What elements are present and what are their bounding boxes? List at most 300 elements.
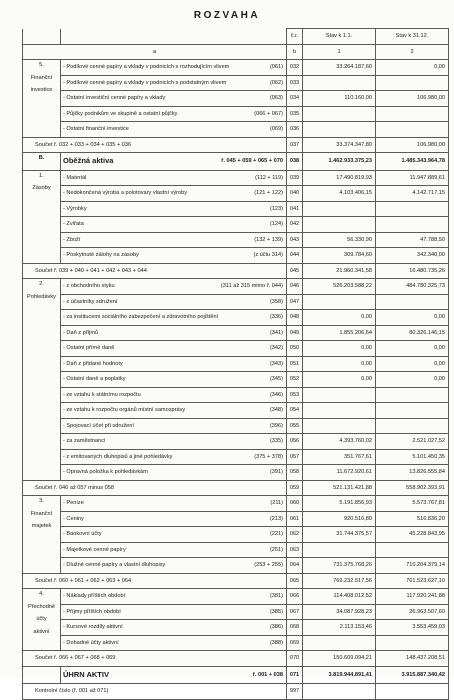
table-row — [23, 418, 449, 434]
row-code: 053 — [287, 387, 303, 403]
value-start: 309.784,60 — [303, 248, 376, 264]
row-formula: (346) — [269, 391, 283, 398]
table-row — [23, 75, 449, 91]
value-start: 11.672.920,61 — [303, 465, 376, 481]
table-row — [23, 201, 449, 217]
table-row — [23, 651, 449, 667]
row-code: 054 — [287, 403, 303, 419]
row-code: 039 — [287, 170, 303, 186]
row-formula: (061) — [269, 64, 283, 70]
row-code: 069 — [287, 635, 303, 651]
value-end — [376, 122, 449, 138]
row-label-cell — [61, 542, 287, 558]
row-label-cell — [61, 589, 287, 605]
value-start: 33.374.347,80 — [303, 137, 376, 153]
value-end: 13.826.555,84 — [376, 465, 449, 481]
value-end: 342.340,00 — [376, 248, 449, 264]
row-label: Součet ř. 060 + 061 + 062 + 063 + 064 — [35, 577, 132, 584]
row-label: - Spojovací účet při sdružení — [63, 422, 134, 429]
row-code: 042 — [287, 217, 303, 233]
row-code: 046 — [287, 279, 303, 295]
value-end: 148.437.208,51 — [376, 651, 449, 667]
row-formula: (358) — [269, 298, 283, 305]
value-start: 1.855.206,64 — [303, 325, 376, 341]
row-formula: (343) — [269, 360, 283, 367]
row-label-cell — [61, 232, 287, 248]
row-formula: (396) — [269, 422, 283, 429]
table-row — [23, 372, 449, 388]
row-code: 044 — [287, 248, 303, 264]
balance-sheet-table — [22, 28, 449, 700]
value-end — [376, 635, 449, 651]
value-end — [376, 75, 449, 91]
value-start — [303, 217, 376, 233]
row-label-cell — [23, 137, 287, 153]
row-label: - ze vztahu k rozpočtu orgánů místní samosprávy — [63, 407, 186, 413]
row-formula: (121 + 122) — [254, 190, 283, 196]
row-formula: (342) — [269, 345, 283, 351]
row-label: Kontrolní číslo (ř. 001 až 071) — [35, 688, 109, 694]
value-end — [376, 106, 449, 122]
value-start: 5.191.856,93 — [303, 496, 376, 512]
value-end: 0,00 — [376, 60, 449, 76]
value-start: 150.609.094,21 — [303, 651, 376, 667]
value-start — [303, 403, 376, 419]
row-label-cell — [61, 620, 287, 636]
row-label: - Daň z přidané hodnoty — [63, 360, 123, 367]
row-label-cell — [61, 434, 287, 450]
row-formula: (335) — [269, 438, 283, 444]
row-formula: (381) — [269, 593, 283, 599]
row-code: 056 — [287, 434, 303, 450]
row-label-cell — [61, 75, 287, 91]
row-label-cell — [61, 496, 287, 512]
row-label: Součet ř. 032 + 033 + 034 + 035 + 036 — [35, 141, 132, 148]
table-row — [23, 620, 449, 636]
row-label: - Náklady příštích období — [63, 593, 126, 599]
row-label-cell — [23, 573, 287, 589]
row-formula: ř. 001 + 038 — [252, 671, 283, 678]
value-end: 0,00 — [376, 310, 449, 326]
row-label: - Dohadné účty aktivní — [63, 639, 119, 646]
value-end: 0,00 — [376, 341, 449, 357]
row-formula: (221) — [269, 531, 283, 537]
row-label: - Ostatní daně a poplatky — [63, 376, 126, 382]
row-label: - z účastníky sdružení — [63, 298, 118, 305]
value-end: 117.920.241,88 — [376, 589, 449, 605]
row-label-cell — [61, 248, 287, 264]
row-code: 066 — [287, 589, 303, 605]
row-label: - Poskytnuté zálohy na zásoby — [63, 252, 139, 258]
value-end: 26.963.507,60 — [376, 604, 449, 620]
row-label-cell — [61, 217, 287, 233]
row-formula: (341) — [269, 329, 283, 336]
row-code: 064 — [287, 558, 303, 574]
value-start: 920.516,80 — [303, 511, 376, 527]
value-end: 45.228.843,95 — [376, 527, 449, 543]
value-start — [303, 418, 376, 434]
section-label-line: majetek — [31, 523, 52, 529]
value-end — [376, 387, 449, 403]
row-label: - z obchodního styku — [63, 283, 115, 289]
table-row — [23, 635, 449, 651]
header-row-2 — [23, 44, 449, 60]
row-formula: (336) — [269, 314, 283, 320]
section-label — [23, 589, 61, 651]
row-label: Oběžná aktiva — [63, 156, 114, 165]
row-label: - Zboží — [63, 236, 81, 243]
value-start: 0,00 — [303, 372, 376, 388]
row-formula: (375 + 378) — [254, 453, 283, 460]
row-code: 061 — [287, 511, 303, 527]
value-start: 1.462.933.375,23 — [303, 153, 376, 171]
value-end: 4.142.717,15 — [376, 186, 449, 202]
row-code: 040 — [287, 186, 303, 202]
value-end — [376, 684, 449, 700]
table-row — [23, 217, 449, 233]
value-start: 110.160,00 — [303, 91, 376, 107]
row-label-cell — [61, 465, 287, 481]
row-label-cell — [61, 325, 287, 341]
row-label-cell — [23, 651, 287, 667]
row-formula: ř. 045 + 059 + 065 + 070 — [221, 158, 283, 164]
value-end: 0,00 — [376, 372, 449, 388]
row-label-cell — [61, 356, 287, 372]
section-label — [23, 496, 61, 574]
table-row — [23, 91, 449, 107]
row-formula: (251) — [269, 546, 283, 553]
table-row — [23, 684, 449, 700]
row-label-cell — [61, 558, 287, 574]
row-code: 036 — [287, 122, 303, 138]
value-start: 34.087.928,23 — [303, 604, 376, 620]
table-row — [23, 573, 449, 589]
table-row — [23, 511, 449, 527]
row-code: 048 — [287, 310, 303, 326]
value-start — [303, 294, 376, 310]
section-label-line: Pohledávky — [27, 293, 56, 300]
section-label-line: 1. — [39, 172, 44, 179]
row-code: 060 — [287, 496, 303, 512]
row-label-cell — [61, 279, 287, 295]
table-row — [23, 403, 449, 419]
row-formula: (386) — [269, 624, 283, 630]
row-code: 035 — [287, 106, 303, 122]
table-row — [23, 527, 449, 543]
table-row — [23, 542, 449, 558]
row-label-cell — [61, 341, 287, 357]
table-row — [23, 496, 449, 512]
table-row — [23, 60, 449, 76]
row-code: 041 — [287, 201, 303, 217]
table-row — [23, 449, 449, 465]
row-label: - Materiál — [63, 174, 87, 181]
value-end: 484.780.325,73 — [376, 279, 449, 295]
table-row — [23, 310, 449, 326]
row-label: - za zaměstnanci — [63, 438, 106, 444]
row-label-cell — [61, 418, 287, 434]
section-label-line: Finanční — [30, 74, 53, 81]
row-code: 062 — [287, 527, 303, 543]
row-label: ÚHRN AKTIV — [63, 669, 109, 679]
value-end: 5.101.450,35 — [376, 449, 449, 465]
row-label-cell — [23, 480, 287, 496]
row-code: 068 — [287, 620, 303, 636]
row-label-cell — [61, 60, 287, 76]
section-label-line: 4. — [39, 591, 44, 597]
header-col1: Stav k 1.1. — [303, 29, 376, 45]
row-code: 059 — [287, 480, 303, 496]
value-start: 2.113.153,46 — [303, 620, 376, 636]
table-row — [23, 232, 449, 248]
row-code: 058 — [287, 465, 303, 481]
row-label-cell — [23, 263, 287, 279]
row-label-cell — [61, 635, 287, 651]
row-label-cell — [61, 170, 287, 186]
value-end — [376, 294, 449, 310]
value-end: 761.523.627,10 — [376, 573, 449, 589]
row-label-cell — [61, 294, 287, 310]
row-code: 050 — [287, 341, 303, 357]
value-start — [303, 75, 376, 91]
row-label: - Nedokončená výroba a polotovary vlastní výroby — [63, 190, 188, 196]
value-start: 114.408.012,52 — [303, 589, 376, 605]
row-code: 045 — [287, 263, 303, 279]
row-formula: (311 až 315 mimo ř. 044) — [220, 283, 283, 289]
row-formula: (388) — [269, 639, 283, 646]
row-label: - Podílové cenné papíry a vklady v podnicích s podstatným vlivem — [63, 79, 227, 86]
value-start: 31.744.375,57 — [303, 527, 376, 543]
value-end — [376, 542, 449, 558]
row-label-cell — [61, 372, 287, 388]
page-title: ROZVAHA — [193, 10, 261, 21]
section-label-line: Finanční — [30, 510, 53, 517]
row-code: 051 — [287, 356, 303, 372]
table-row — [23, 558, 449, 574]
value-end: 47.788,50 — [376, 232, 449, 248]
row-label-cell — [61, 106, 287, 122]
row-label: Součet ř. 066 + 067 + 068 + 069 — [35, 655, 116, 661]
row-label: - Výrobky — [63, 205, 87, 212]
section-label-line: účty — [36, 616, 47, 622]
value-start: 0,00 — [303, 310, 376, 326]
value-end: 5.573.767,81 — [376, 496, 449, 512]
table-row — [23, 263, 449, 279]
value-start: 21.960.341,58 — [303, 263, 376, 279]
row-label: Součet ř. 039 + 040 + 041 + 042 + 043 + 044 — [35, 267, 147, 274]
section-label-line: 2. — [39, 281, 44, 287]
header-b: b — [287, 44, 303, 60]
row-label-cell — [61, 527, 287, 543]
section-label-line: 5. — [39, 62, 44, 68]
section-label-line: aktivní — [33, 628, 50, 635]
row-label: - Ceniny — [63, 515, 84, 522]
row-label: - Daň z příjmů — [63, 329, 99, 336]
value-start — [303, 122, 376, 138]
section-label — [23, 170, 61, 263]
value-start — [303, 106, 376, 122]
row-label: - Příjmy příštích období — [63, 608, 121, 615]
header-a: a — [23, 44, 287, 60]
table-row — [23, 170, 449, 186]
section-label — [23, 60, 61, 138]
value-start: 0,00 — [303, 356, 376, 372]
row-label-cell — [61, 310, 287, 326]
row-formula: (348) — [269, 407, 283, 413]
header-n1: 1 — [303, 44, 376, 60]
row-label: - Dlužné cenné papíry a vlastní dluhopisy — [63, 562, 166, 568]
row-label: - Zvířata — [63, 221, 84, 227]
section-label: B. — [23, 153, 61, 171]
row-formula: (345) — [269, 376, 283, 382]
row-code: 034 — [287, 91, 303, 107]
row-formula: (063) — [269, 95, 283, 101]
row-label: - Peníze — [63, 500, 84, 506]
value-end: 11.947.889,61 — [376, 170, 449, 186]
value-start: 521.131.421,88 — [303, 480, 376, 496]
value-start — [303, 635, 376, 651]
row-label: - Kursové rozdíly aktivní — [63, 624, 123, 630]
table-row — [23, 356, 449, 372]
header-col2: Stav k 31.12. — [376, 29, 449, 45]
row-code: 057 — [287, 449, 303, 465]
row-formula: (253 + 255) — [254, 562, 283, 568]
value-end — [376, 418, 449, 434]
table-row — [23, 465, 449, 481]
table-row — [23, 248, 449, 264]
row-formula: (391) — [269, 469, 283, 475]
value-end: 3.553.459,03 — [376, 620, 449, 636]
row-code: 070 — [287, 651, 303, 667]
row-code: 043 — [287, 232, 303, 248]
row-code: 037 — [287, 137, 303, 153]
value-end — [376, 201, 449, 217]
header-n2: 2 — [376, 44, 449, 60]
row-label-cell — [61, 122, 287, 138]
value-end: 516.836,20 — [376, 511, 449, 527]
value-start — [303, 542, 376, 558]
table-row — [23, 122, 449, 138]
value-start: 526.203.588,22 — [303, 279, 376, 295]
row-code: 063 — [287, 542, 303, 558]
row-label-cell — [61, 511, 287, 527]
row-label-cell — [61, 91, 287, 107]
table-row — [23, 279, 449, 295]
value-start: 4.103.406,15 — [303, 186, 376, 202]
value-end: 80.326.146,15 — [376, 325, 449, 341]
row-label: - Podílové cenné papíry a vklady v podnicích s rozhodujícím vlivem — [63, 64, 230, 70]
row-label-cell — [23, 684, 287, 700]
row-label: - Opravná položka k pohledávkám — [63, 469, 148, 475]
table-row — [23, 137, 449, 153]
row-label: Součet ř. 046 až 057 minus 058 — [35, 484, 114, 491]
table-row — [23, 325, 449, 341]
row-label: - ze vztahu k státnímu rozpočtu — [63, 391, 141, 398]
value-end: 106.980,00 — [376, 137, 449, 153]
row-label: - Ostatní investiční cenné papíry a vklady — [63, 95, 166, 101]
row-label-cell — [61, 186, 287, 202]
row-label-cell — [61, 403, 287, 419]
row-formula: (211) — [270, 500, 283, 506]
row-code: 047 — [287, 294, 303, 310]
row-label-cell — [61, 666, 287, 684]
table-row — [23, 106, 449, 122]
value-start: 4.393.760,02 — [303, 434, 376, 450]
row-label: - za institucemi sociálního zabezpečení a zdravotního pojištění — [63, 314, 219, 320]
row-label: - Bankovní účty — [63, 531, 102, 537]
value-start: 33.264.187,60 — [303, 60, 376, 76]
row-code: 052 — [287, 372, 303, 388]
row-formula: (112 + 119) — [255, 174, 283, 181]
section-label-line: Přechodné — [27, 603, 56, 610]
value-end: 558.902.393,91 — [376, 480, 449, 496]
section-label — [23, 279, 61, 481]
row-formula: (123) — [269, 205, 283, 212]
row-code: 071 — [287, 666, 303, 684]
row-formula: (069) — [269, 126, 283, 132]
table-row — [23, 294, 449, 310]
table-row — [23, 434, 449, 450]
row-label: - Majetkové cenné papíry — [63, 546, 126, 553]
row-formula: (385) — [269, 608, 283, 615]
section-label-line: investice — [30, 87, 53, 93]
table-row — [23, 666, 449, 684]
row-label: - Ostatní finanční investice — [63, 126, 129, 132]
value-start: 3.819.944.891,41 — [303, 666, 376, 684]
value-start: 731.375.768,26 — [303, 558, 376, 574]
row-formula: (124) — [269, 221, 283, 227]
row-code: 997 — [287, 684, 303, 700]
value-start: 351.767,61 — [303, 449, 376, 465]
row-code: 055 — [287, 418, 303, 434]
row-formula: (066 + 067) — [254, 110, 283, 117]
row-code: 067 — [287, 604, 303, 620]
value-start — [303, 684, 376, 700]
value-end: 106.980,00 — [376, 91, 449, 107]
row-label-cell — [61, 604, 287, 620]
value-start: 769.232.517,56 — [303, 573, 376, 589]
value-end: 0,00 — [376, 356, 449, 372]
value-start: 0,00 — [303, 341, 376, 357]
value-start: 56.330,90 — [303, 232, 376, 248]
row-code: 038 — [287, 153, 303, 171]
row-code: 032 — [287, 60, 303, 76]
row-label: - z emitovaných dluhopisů a jiné pohledávky — [63, 453, 173, 460]
value-start — [303, 201, 376, 217]
value-end: 2.521.027,52 — [376, 434, 449, 450]
row-label: - Ostatní přímé daně — [63, 345, 115, 351]
row-code: 033 — [287, 75, 303, 91]
row-label-cell — [61, 153, 287, 171]
value-end — [376, 217, 449, 233]
value-end: 710.204.379,14 — [376, 558, 449, 574]
value-end — [376, 403, 449, 419]
row-formula: (062) — [269, 79, 283, 86]
table-row — [23, 341, 449, 357]
table-row — [23, 387, 449, 403]
value-start: 17.490.819,93 — [303, 170, 376, 186]
row-label: - Půjčky podnikům ve skupině a ostatní půjčky — [63, 110, 178, 117]
table-row — [23, 186, 449, 202]
table-row — [23, 153, 449, 171]
value-end: 3.915.887.340,42 — [376, 666, 449, 684]
header-cr: č.r. — [287, 29, 303, 45]
row-formula: (132 + 139) — [254, 236, 283, 243]
table-row — [23, 604, 449, 620]
value-end: 16.480.735,26 — [376, 263, 449, 279]
table-row — [23, 480, 449, 496]
section-label-line: 3. — [39, 498, 44, 504]
